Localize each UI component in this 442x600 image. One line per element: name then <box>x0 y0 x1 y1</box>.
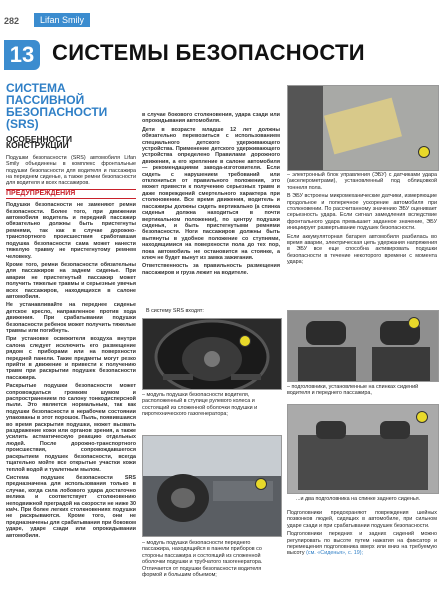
seats-page-link[interactable]: (см. «Сиденья», с. 19); <box>306 550 364 557</box>
warning-paragraph: При установке освежителя воздуха внутри салона следует исключить его размещение рядом с приборами или на поверхности передней панели. Такие предметы могут резко прийти в движение и привести к получению травм при раскрытии подушек безопасности пассажира. <box>6 336 136 381</box>
steering-wheel-photo <box>142 318 282 390</box>
section-title <box>6 82 136 130</box>
warning-paragraph: Подушки безопасности не заменяют ремни безопасности. Более того, при движении автомобиля водитель и передний пассажир обязательно должны быть пристегнуты ремнями, так как в случае дорожно-транспортного происшествия сработавшая подушка безопасности сама может нанести тяжелую травму не пристегнутому ремнем человеку. <box>6 202 136 260</box>
ecu-photo <box>287 85 439 171</box>
airbag-marker-icon <box>255 478 267 490</box>
rear-headrests-caption: ...и два подголовника на спинке заднего сиденья. <box>296 496 421 502</box>
srs-components-label: В систему SRS входят: <box>146 308 204 314</box>
section-subtitle: ОСОБЕННОСТИ КОНСТРУКЦИИ <box>6 134 73 151</box>
headrest-marker-icon <box>416 411 428 423</box>
driver-airbag-caption: – модуль подушки безопасности водителя, расположенный в ступице рулевого колеса и состоящий из сложенной оболочки подушки и пиротехнического газогенератора; <box>142 392 258 418</box>
airbag-marker-icon <box>239 335 251 347</box>
rear-headrests-photo <box>287 404 439 494</box>
warning-paragraph: Система подушек безопасности SRS предназначена для использования только в случае, когда сила лобового удара достаточно велика и соответствует столкновению неподвижной преградой на скорости не ниже 30 км/ч. При более легких столкновениях подушки не раскрываются. Кроме того, они не предназначены для срабатывания при боковом ударе, ударе сзади или опрокидывании автомобиля. <box>6 474 136 539</box>
headrest-marker-icon <box>408 317 420 329</box>
warning-paragraph: Дети в возрасте младше 12 лет должны обязательно перевозиться с использованием специального детского удерживающего устройства. Применение детского удерживающего устройства определено Правилами дорожного движения, а его крепление в салоне автомобиля — рекомендациями завода-изготовителя. Если сидеть с нарушением требований или отклониться от правильного положения, это может привести к получению серьезных травм и даже повреждений смертельного характера при столкновении. Все время движения, водитель и пассажиры должны сидеть вертикально (а спинка сиденья должна находиться в почти вертикальном положении), по центру подушки сиденья, и быть пристегнутыми ремнями безопасности. Ноги пассажиров должны быть вытянуты в удобное положение со ступнями, находящимися на поверхности пола до тех пор, пока автомобиль не остановится на стоянке, а ключ не будет вынут из замка зажигания. <box>142 126 280 261</box>
ecu-caption: – электронный блок управления (ЭБУ) с датчиками удара (акселерометрами), установленный под облицовкой тоннеля пола. <box>287 172 437 191</box>
book-title-badge: Lifan Smily <box>34 13 90 27</box>
page-number: 282 <box>4 16 20 26</box>
warnings-heading: ПРЕДУПРЕЖДЕНИЯ <box>6 189 136 199</box>
warning-continuation: в случае бокового столкновения, удара сзади или опрокидывания автомобиля. <box>142 112 280 125</box>
dashboard-photo <box>142 435 282 537</box>
column-3-bottom-text <box>287 510 437 598</box>
front-headrests-caption: – подголовники, установленные на спинках сидений водителя и переднего пассажира, <box>287 384 419 397</box>
headrest-paragraph <box>287 531 437 557</box>
section-title-line: ПАССИВНОЙ <box>6 93 85 107</box>
warning-paragraph: Кроме того, ремни безопасности обязательны для пассажиров на заднем сиденье. При аварии не пристегнутый пассажир может получить тяжелые травмы и серьезные увечья всех пассажиров, находящихся в салоне автомобиля. <box>6 261 136 300</box>
passenger-airbag-caption: – модуль подушки безопасности переднего пассажира, находящийся в панели приборов со стороны пассажира и состоящий из сложенной оболочки подушки и трубчатого газогенератора. Отличается от подушки безопасности водителя формой и большим объемом; <box>142 540 263 579</box>
header-bar <box>0 0 442 28</box>
ecu-paragraph: Если аккумуляторная батарея автомобиля разбилась во время аварии, электрическая цепь удержания напряжения в ЭБУ все еще способна активировать подушки безопасности в течение некоторого времени с момента удара; <box>287 233 437 266</box>
section-title-line: БЕЗОПАСНОСТИ (SRS) <box>6 105 108 131</box>
ecu-marker-icon <box>418 146 430 158</box>
ecu-paragraph: В ЭБУ встроены микромеханические датчики, измеряющие продольное и поперечное ускорение автомобиля при столкновении. По рассчитанному значению ЭБУ оценивает серьезность удара. Если сигнал замедления вследствие фронтального удара превышает заданное значение, ЭБУ инициирует развертывание подушек безопасности. <box>287 193 437 232</box>
column-3-text <box>287 172 437 312</box>
column-1 <box>6 82 136 597</box>
chapter-number: 13 <box>4 40 40 70</box>
front-headrests-photo <box>287 310 439 382</box>
section-title-line: СИСТЕМА <box>6 82 66 95</box>
warning-paragraph: Раскрытые подушки безопасности может сопровождаться громким шумом и распространением по салону тонкодисперсной пыли. Это является нормальным, так как подушки безопасности в нерабочем состоянии упакованы в этот порошок. Пыль, появившаяся во время раскрытия подушки, может вызвать раздражение кожи или органов зрения, а также усилить астматическую реакцию отдельных людей. После дорожно-транспортного происшествия, сопровождавшегося раскрытием подушек безопасности, всегда тщательно мойте все открытые участки кожи теплой водой и туалетным мылом. <box>6 383 136 473</box>
warning-paragraph: Не устанавливайте на переднее сиденье детское кресло, направленное против хода движения. При срабатывании подушки безопасности ребенок может получить тяжелые травмы или погибнуть. <box>6 302 136 334</box>
warning-paragraph: Ответственность за правильность размещения пассажиров и груза лежит на водителе. <box>142 263 280 276</box>
headrest-paragraph: Подголовники предохраняют повреждения шейных позвонков людей, сидящих в автомобиле, при сильном ударе сзади и при срабатывании подушек безопасности. <box>287 510 437 529</box>
intro-paragraph: Подушки безопасности (SRS) автомобиля Lifan Smily объединены в комплекс фронтальные подушки безопасности для водителя и пассажира на переднем сиденье, а также ремни безопасности для водителя и всех пассажиров. <box>6 154 136 187</box>
headrest-adjust-text: Подголовники передних и задних сидений можно регулировать по высоте путем нажатия на фиксатор и перемещения подголовника вверх или вниз на требуемую высоту <box>287 531 437 557</box>
chapter-title: СИСТЕМЫ БЕЗОПАСНОСТИ <box>52 40 365 65</box>
column-2-text <box>142 112 280 305</box>
